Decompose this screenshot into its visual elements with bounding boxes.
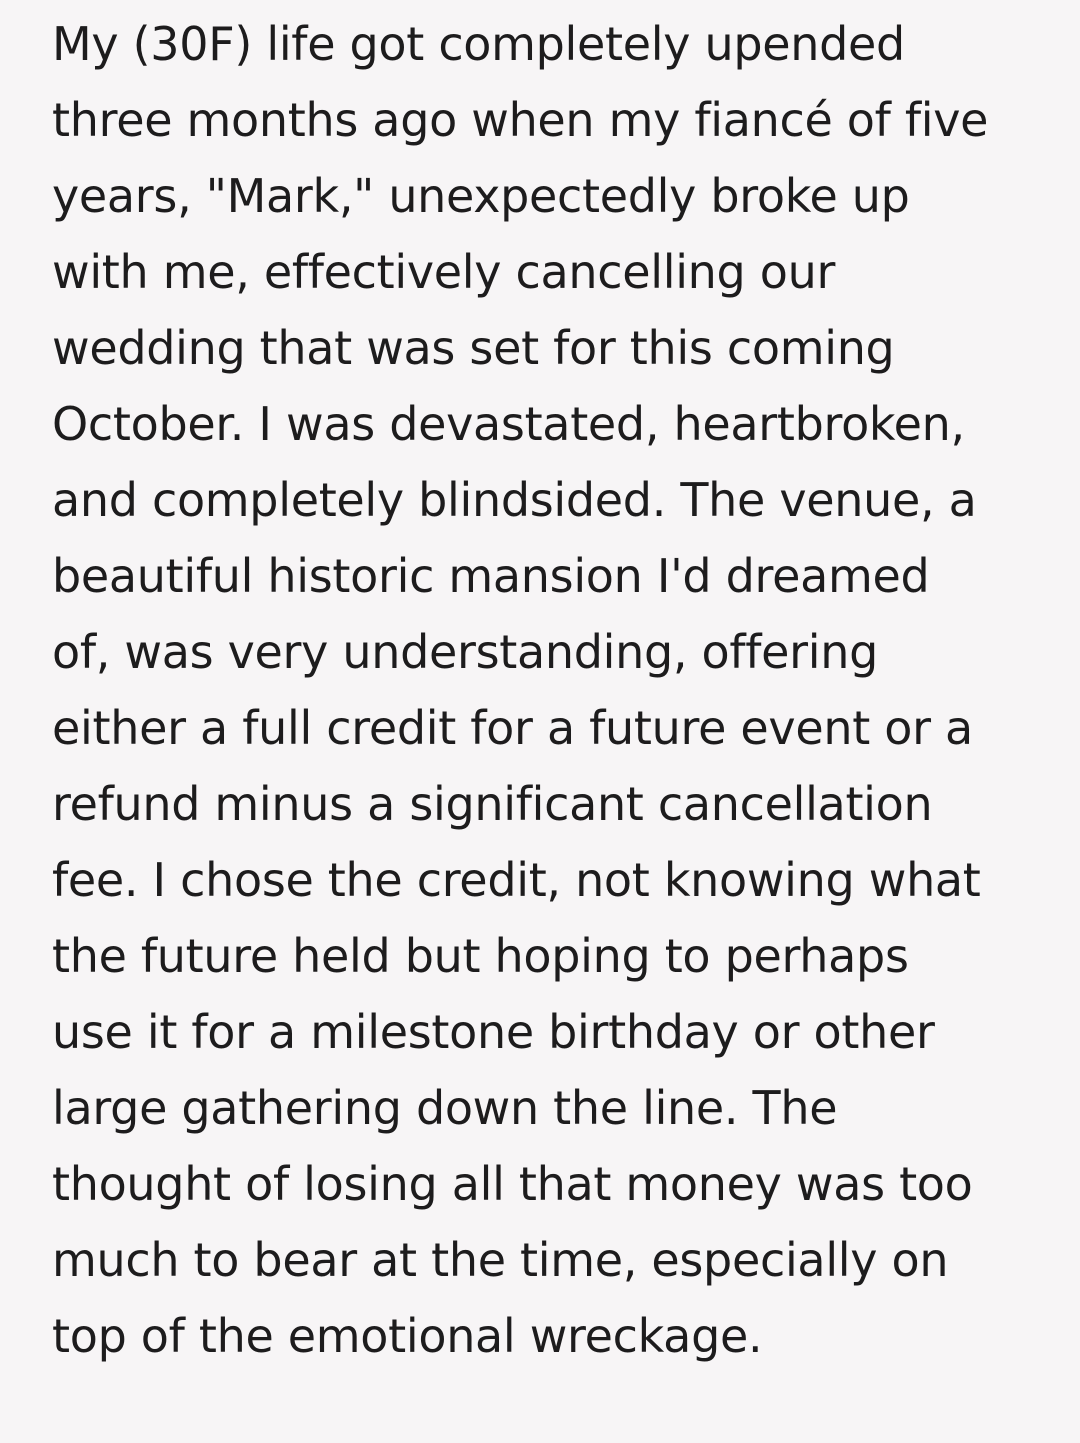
post-text-line: the future held but hoping to perhaps <box>52 929 909 983</box>
post-body-text <box>52 6 1062 1374</box>
post-text-line: beautiful historic mansion I'd dreamed <box>52 549 930 603</box>
post-text-line: thought of losing all that money was too <box>52 1157 973 1211</box>
post-text-line: My (30F) life got completely upended <box>52 17 905 71</box>
post-text-line: wedding that was set for this coming <box>52 321 895 375</box>
post-text-line: much to bear at the time, especially on <box>52 1233 949 1287</box>
post-text-line: with me, effectively cancelling our <box>52 245 836 299</box>
post-text-line: of, was very understanding, offering <box>52 625 878 679</box>
post-text-line: refund minus a significant cancellation <box>52 777 933 831</box>
post-text-line: October. I was devastated, heartbroken, <box>52 397 965 451</box>
post-text-line: use it for a milestone birthday or other <box>52 1005 935 1059</box>
post-text-line: three months ago when my fiancé of five <box>52 93 989 147</box>
post-text-line: either a full credit for a future event or a <box>52 701 973 755</box>
post-text-line: large gathering down the line. The <box>52 1081 838 1135</box>
post-text-line: and completely blindsided. The venue, a <box>52 473 977 527</box>
post-text-line: years, "Mark," unexpectedly broke up <box>52 169 910 223</box>
post-text-line: top of the emotional wreckage. <box>52 1309 763 1363</box>
post-text-line: fee. I chose the credit, not knowing what <box>52 853 981 907</box>
